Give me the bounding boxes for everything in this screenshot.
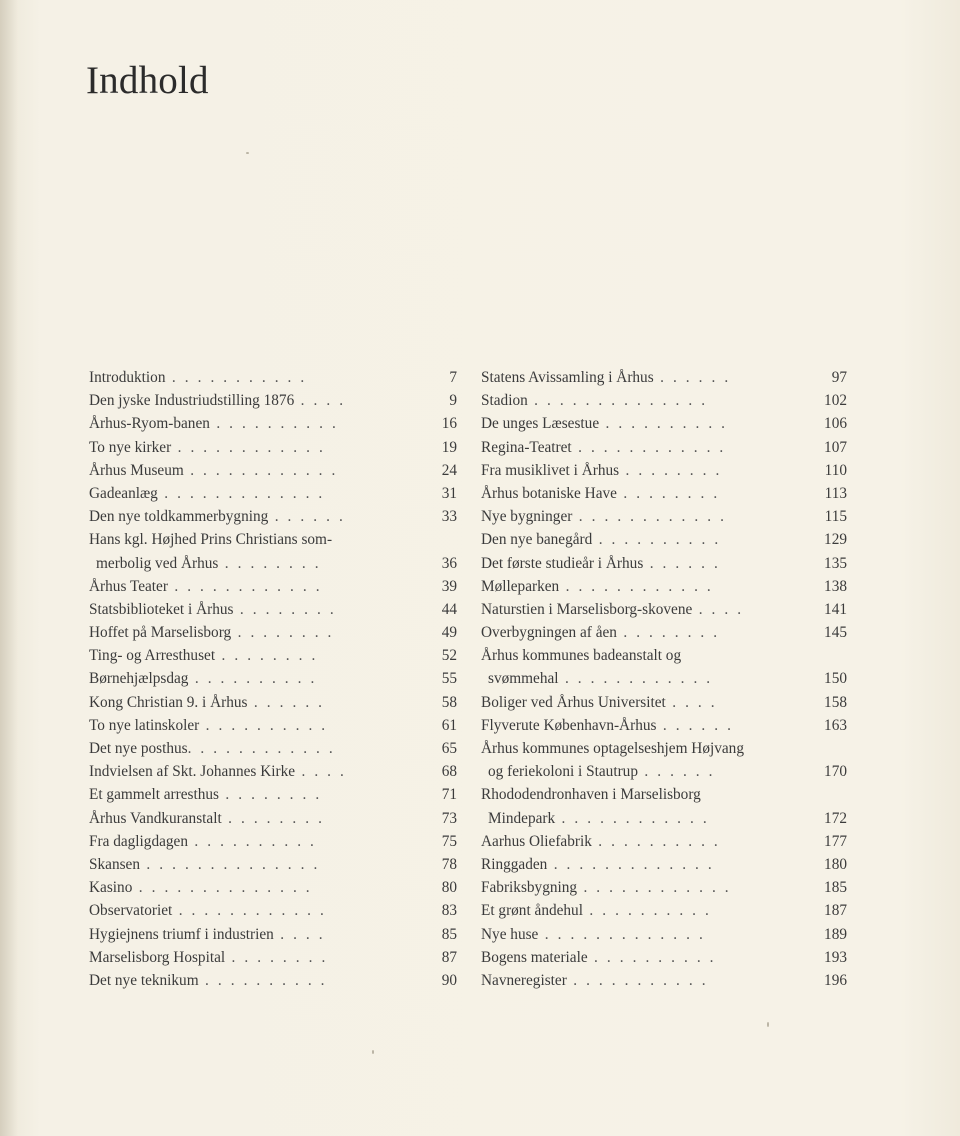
toc-leader-dots: . . . . . . . . . . . . . .: [140, 855, 320, 873]
toc-entry: [89, 923, 457, 946]
toc-entry-title: Fra dagligdagen: [89, 832, 188, 850]
toc-entry-title: Regina-Teatret: [481, 438, 572, 456]
toc-entry: [481, 899, 847, 922]
toc-page-number: 85: [441, 925, 457, 943]
toc-leader-dots: . . . . . . . . . . . .: [558, 670, 713, 688]
toc-page-number: 24: [441, 461, 457, 479]
toc-entry: [89, 621, 457, 644]
toc-entry-title: Den nye toldkammerbygning: [89, 508, 269, 526]
toc-leader-dots: . . . . . . . .: [225, 948, 328, 966]
toc-entry: [89, 667, 457, 690]
toc-entry-title: Skansen: [89, 855, 140, 873]
toc-leader-dots: . . . . . . . . . . .: [566, 971, 709, 989]
toc-entry-title: Nye bygninger: [481, 508, 573, 526]
toc-page-number: 7: [449, 369, 457, 386]
toc-leader-dots: . . . . . . . . . . . .: [571, 438, 726, 456]
toc-entry: [89, 876, 457, 899]
toc-page-number: 115: [824, 508, 847, 526]
toc-entry: [89, 366, 457, 389]
toc-entry: [481, 552, 847, 575]
toc-entry-title: og feriekoloni i Stautrup: [488, 763, 638, 781]
toc-page-number: 39: [441, 577, 457, 595]
toc-leader-dots: . . . . . . . . . . . .: [572, 508, 727, 526]
toc-entry-title: To nye kirker: [89, 438, 172, 456]
toc-leader-dots: . . . . . .: [637, 763, 716, 781]
toc-entry-title: Århus kommunes badeanstalt og: [481, 647, 682, 665]
toc-leader-dots: . . . .: [294, 392, 346, 410]
toc-leader-dots: . . . . . . . . . . . .: [172, 902, 327, 920]
toc-leader-dots: . . . . . . . . . . . . . .: [527, 392, 708, 410]
toc-entry: [89, 783, 457, 806]
toc-entry-title: To nye latinskoler: [89, 716, 200, 734]
toc-entry: [89, 691, 457, 714]
toc-page-number: 52: [441, 647, 457, 665]
toc-page-number: 83: [441, 902, 457, 920]
toc-page-number: 90: [441, 971, 457, 989]
toc-entry-title: Bogens materiale: [481, 948, 588, 966]
toc-entry: [481, 923, 847, 946]
toc-entry-title: Hygiejnens triumf i industrien: [89, 925, 274, 943]
toc-entry-title: De unges Læsestue: [481, 415, 600, 433]
toc-entry: [481, 737, 847, 760]
toc-leader-dots: . . . .: [665, 693, 718, 711]
toc-page-number: 145: [824, 624, 847, 642]
toc-leader-dots: . . . . . . . . . .: [592, 531, 721, 549]
toc-page-number: 55: [441, 670, 457, 688]
toc-page-number: 138: [824, 577, 847, 595]
toc-entry-title: Ting- og Arresthuset: [89, 647, 216, 665]
toc-page-number: 172: [824, 809, 847, 827]
toc-leader-dots: . . . . . . . . . .: [187, 832, 317, 850]
toc-page-number: 19: [441, 438, 457, 456]
toc-leader-dots: . . . .: [295, 763, 347, 781]
toc-entry-title: Statens Avissamling i Århus: [481, 369, 654, 386]
toc-page-number: 78: [441, 855, 457, 873]
toc-leader-dots: . . . . . . . .: [231, 624, 334, 642]
toc-entry-title: Børnehjælpsdag: [89, 670, 189, 688]
toc-leader-dots: . . . . . . . . . .: [599, 415, 728, 433]
toc-page-number: 58: [441, 693, 457, 711]
toc-leader-dots: . . . . . . . . . . . .: [167, 577, 323, 595]
toc-leader-dots: . . . . . . . . . .: [582, 902, 712, 920]
toc-entry: [89, 505, 457, 528]
toc-entry: [89, 389, 457, 412]
toc-leader-dots: . . . . . . . . . .: [188, 670, 317, 688]
toc-entry-title: merbolig ved Århus: [96, 554, 219, 572]
toc-entry-title: Århus-Ryom-banen: [89, 415, 210, 433]
toc-entry-title: Et grønt åndehul: [481, 902, 583, 920]
toc-entry: [481, 436, 847, 459]
toc-entry-title: Århus botaniske Have: [481, 484, 617, 502]
toc-entry: [481, 598, 847, 621]
toc-entry-title: Mindepark: [488, 809, 556, 827]
toc-entry: [481, 366, 847, 389]
toc-entry-title: Gadeanlæg: [89, 484, 158, 502]
toc-leader-dots: . . . . . . . . . . . . . .: [132, 879, 313, 897]
toc-entry-title: Århus Teater: [89, 577, 168, 595]
toc-entry: [481, 389, 847, 412]
toc-entry: [89, 807, 457, 830]
toc-page-number: 150: [824, 670, 847, 688]
toc-page-number: 135: [824, 554, 847, 572]
toc-entry-title: Naturstien i Marselisborg-skovene: [481, 600, 693, 618]
paper-speck: [246, 152, 249, 154]
toc-entry: [89, 459, 457, 482]
toc-entry: [481, 853, 847, 876]
toc-right-column: [481, 366, 847, 992]
toc-page-number: 113: [824, 484, 847, 502]
toc-page-number: 36: [441, 554, 457, 572]
toc-entry: [481, 644, 847, 667]
toc-leader-dots: . . . . . . . . . .: [587, 948, 717, 966]
toc-entry: [481, 528, 847, 551]
toc-entry: [89, 969, 457, 992]
toc-leader-dots: . . . . . .: [653, 369, 731, 386]
toc-page-number: 9: [449, 392, 457, 410]
toc-entry: [481, 969, 847, 992]
toc-entry-title: Boliger ved Århus Universitet: [481, 693, 666, 711]
toc-page-number: 163: [824, 716, 847, 734]
toc-leader-dots: . . . . . . . . . . . .: [559, 577, 714, 595]
toc-leader-dots: . . . . . . . . . .: [199, 716, 328, 734]
toc-leader-dots: . . . . . . . .: [619, 461, 722, 479]
toc-page-number: 31: [441, 484, 457, 502]
toc-page-number: 75: [441, 832, 457, 850]
toc-entry: [481, 760, 847, 783]
toc-leader-dots: . . . . . . . .: [218, 554, 322, 572]
toc-entry-title: Aarhus Oliefabrik: [481, 832, 592, 850]
toc-leader-dots: . . . . . . . . . . . . .: [538, 925, 706, 943]
toc-leader-dots: . . . .: [692, 600, 744, 618]
toc-leader-dots: . . . .: [273, 925, 326, 943]
toc-leader-dots: . . . . . . . . . .: [198, 971, 328, 989]
toc-leader-dots: . . . . . . . . . . . .: [577, 879, 732, 897]
toc-entry: [89, 946, 457, 969]
toc-entry: [481, 830, 847, 853]
toc-entry: [89, 436, 457, 459]
toc-entry: [89, 737, 457, 760]
toc-entry-title: Indvielsen af Skt. Johannes Kirke: [89, 763, 296, 781]
toc-entry-title: Introduktion: [89, 369, 166, 386]
toc-entry-title: Kong Christian 9. i Århus: [89, 693, 248, 711]
toc-leader-dots: . . . . . .: [643, 554, 721, 572]
toc-leader-dots: . . . . . .: [656, 716, 734, 734]
page-edge-shadow: [0, 0, 18, 1136]
paper-speck: [372, 1050, 374, 1054]
paper-speck: [767, 1022, 769, 1027]
toc-leader-dots: . . . . . . . . . . . .: [187, 740, 336, 757]
toc-page-number: 170: [824, 763, 847, 781]
toc-leader-dots: . . . . . . . .: [616, 624, 720, 642]
toc-entry: [89, 760, 457, 783]
toc-entry: [481, 691, 847, 714]
toc-entry: [89, 830, 457, 853]
toc-entry-title: Fra musiklivet i Århus: [481, 461, 620, 479]
toc-entry: [481, 505, 847, 528]
page-title: Indhold: [86, 59, 209, 102]
toc-entry-title: Det nye posthus: [89, 740, 188, 757]
toc-page-number: 65: [441, 740, 457, 757]
toc-page-number: 177: [824, 832, 847, 850]
toc-page-number: 87: [441, 948, 457, 966]
toc-entry: [89, 575, 457, 598]
toc-entry: [89, 899, 457, 922]
toc-page-number: 129: [824, 531, 847, 549]
toc-page-number: 196: [824, 971, 847, 989]
toc-page-number: 44: [441, 600, 457, 618]
toc-leader-dots: . . . . . .: [247, 693, 325, 711]
toc-entry-title: Et gammelt arresthus: [89, 786, 219, 804]
toc-page-number: 33: [441, 508, 457, 526]
toc-entry-title: Den jyske Industriudstilling 1876: [89, 392, 295, 410]
toc-entry: [481, 575, 847, 598]
toc-entry-title: Den nye banegård: [481, 531, 593, 549]
toc-entry: [481, 946, 847, 969]
toc-entry: [481, 807, 847, 830]
toc-entry-title: Stadion: [481, 392, 528, 410]
toc-entry-title: Århus Vandkuranstalt: [89, 809, 222, 827]
toc-page-number: 102: [824, 392, 847, 410]
toc-leader-dots: . . . . . . . . . . . . .: [157, 484, 325, 502]
toc-leader-dots: . . . . . . . . . . . .: [555, 809, 710, 827]
toc-leader-dots: . . . . . .: [268, 508, 346, 526]
toc-entry: [481, 876, 847, 899]
toc-leader-dots: . . . . . . . . . . . .: [183, 461, 338, 479]
toc-entry-title: Rhododendronhaven i Marselisborg: [481, 786, 701, 804]
toc-entry: [89, 853, 457, 876]
toc-entry-title: svømmehal: [488, 670, 559, 688]
toc-entry-title: Marselisborg Hospital: [89, 948, 226, 966]
toc-leader-dots: . . . . . . . .: [221, 809, 325, 827]
toc-page-number: 73: [441, 809, 457, 827]
toc-page-number: 71: [441, 786, 457, 804]
toc-entry: [89, 598, 457, 621]
toc-leader-dots: . . . . . . . . . .: [591, 832, 721, 850]
toc-entry: [481, 667, 847, 690]
toc-leader-dots: . . . . . . . . . .: [209, 415, 339, 433]
toc-entry-title: Det første studieår i Århus: [481, 554, 644, 572]
toc-left-column: [89, 366, 457, 992]
toc-leader-dots: . . . . . . . .: [233, 600, 337, 618]
toc-entry-title: Statsbiblioteket i Århus: [89, 600, 234, 618]
toc-leader-dots: . . . . . . . . . . . . .: [547, 855, 715, 873]
toc-entry-title: Observatoriet: [89, 902, 173, 920]
toc-page-number: 16: [441, 415, 457, 433]
toc-page-number: 180: [824, 855, 847, 873]
toc-entry: [481, 412, 847, 435]
toc-entry: [89, 714, 457, 737]
toc-entry-title: Flyverute København-Århus: [481, 716, 657, 734]
toc-page-number: 193: [824, 948, 847, 966]
toc-entry-title: Ringgaden: [481, 855, 548, 873]
toc-page-number: 185: [824, 879, 847, 897]
toc-page-number: 187: [824, 902, 847, 920]
toc-entry-title: Mølleparken: [481, 577, 560, 595]
toc-page-number: 110: [824, 461, 847, 479]
toc-entry-title: Hans kgl. Højhed Prins Christians som-: [89, 531, 333, 549]
toc-entry: [89, 552, 457, 575]
toc-entry-title: Hoffet på Marselisborg: [89, 624, 232, 642]
toc-page-number: 158: [824, 693, 847, 711]
toc-page-number: 49: [441, 624, 457, 642]
toc-page-number: 106: [824, 415, 847, 433]
toc-leader-dots: . . . . . . . .: [215, 647, 318, 665]
toc-entry-title: Overbygningen af åen: [481, 624, 617, 642]
toc-page-number: 97: [831, 369, 847, 386]
toc-entry: [481, 783, 847, 806]
toc-entry-title: Nye huse: [481, 925, 539, 943]
toc-entry: [89, 528, 457, 551]
toc-entry: [89, 644, 457, 667]
toc-entry-title: Navneregister: [481, 971, 567, 989]
toc-page-number: 141: [824, 600, 847, 618]
toc-page-number: 189: [824, 925, 847, 943]
toc-entry-title: Fabriksbygning: [481, 879, 578, 897]
toc-entry: [481, 621, 847, 644]
toc-entry: [481, 459, 847, 482]
toc-entry-title: Kasino: [89, 879, 133, 897]
toc-leader-dots: . . . . . . . .: [219, 786, 322, 804]
toc-leader-dots: . . . . . . . .: [616, 484, 720, 502]
toc-entry-title: Det nye teknikum: [89, 971, 199, 989]
toc-leader-dots: . . . . . . . . . . .: [165, 369, 307, 386]
toc-leader-dots: . . . . . . . . . . . .: [171, 438, 326, 456]
toc-page-number: 107: [824, 438, 847, 456]
toc-entry: [481, 714, 847, 737]
toc-entry-title: Århus Museum: [89, 461, 184, 479]
toc-entry-title: Århus kommunes optagelseshjem Højvang: [481, 740, 744, 757]
toc-entry: [89, 482, 457, 505]
toc-page-number: 61: [441, 716, 457, 734]
toc-entry: [89, 412, 457, 435]
toc-entry: [481, 482, 847, 505]
toc-page-number: 68: [441, 763, 457, 781]
toc-page-number: 80: [441, 879, 457, 897]
